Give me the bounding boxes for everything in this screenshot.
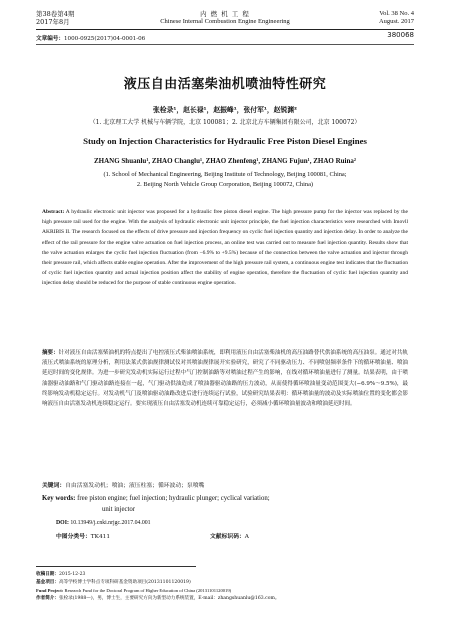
- issue-volume: 第38卷第4期: [36, 10, 75, 18]
- volume-info-en: [379, 10, 414, 26]
- author-bio-label: 作者简介：: [36, 596, 59, 601]
- journal-name-zh: 内 燃 机 工 程: [200, 10, 250, 18]
- document-code: [210, 531, 249, 540]
- footnotes: [36, 571, 414, 603]
- title-zh: 液压自由活塞柴油机喷油特性研究: [123, 77, 327, 92]
- keywords-zh: [42, 480, 408, 489]
- article-number: [36, 34, 145, 42]
- keywords-zh-text: 自由活塞发动机；喷油；液压柱塞；循环波动；泵喷嘴: [65, 483, 205, 489]
- abstract-zh-text: 针对液压自由活塞柴油机的特点提出了电控液压式柴油喷油系统，即利用液压自由活塞柴油机的高压油路替代供油系统的高压油泵。通过对共轨液压式喷油系统的原理分析，利用法莱式供油规律测试仪对其喷油规律展开实验研究，研究了不同驱动压力、不同喷射频率条件下的循环喷油量、喷油延迟时间的变化规律。为进一步研究发动机实际运行过程中气门控制油路等对喷油过程产生的影响，在线对循环喷油量进行了测量。结果表明，由于喷油器驱动油路和气门驱动油路连接在一起，气门驱动供油造成了喷油器驱动油路的压力波动，从而使得循环喷油量变动范围变大(−6.9%～9.5%)，最终影响发动机稳定运行。对发动机气门及喷油驱动油路改进后进行连续运行试验，试验研究结果表明：循环喷油量的波动及实际喷油位置的变化都会影响液压自由活塞发动机连续稳定运行。要实现液压自由活塞发动机连续可靠稳定运行，必须减小循环喷油量波动和喷油延迟时间。: [42, 350, 408, 408]
- author-bio: [36, 595, 414, 603]
- header-rule: [36, 29, 414, 30]
- document-code-value: A: [244, 534, 249, 540]
- header-subrule: [36, 44, 414, 45]
- abstract-en-text: A hydraulic electronic unit injector was proposed for a hydraulic free piston diesel engine. The high pressure pump for the injector was replaced by the high pressure rail used for the engine. With the analysis of hydraulic electronic unit injector principle, the fuel injection characteristics were researched with Imovll AKRIBIS II. The research focused on the effects of drive pressure and injection frequency on cyclic fuel injection quantity and injection delay. In order to analyze the effect of the rail pressure for the engine valve actuation on fuel injection process, an online test was carried out to measure fuel injection quantity. Results show that the valve actuation enlarges the cyclic fuel injection fluctuation (from −6.9% to +9.5%) because of the connection between the valve actuation and injector through their pressure rail, which affects stable engine operation. After the improvement of the high pressure rail system, a continuous engine test indicates that the fluctuation of cyclic fuel injection quantity and actual injection position affect the stability of engine operation, therefore the fluctuation of cyclic fuel injection quantity and injection delay should be reduced for the purpose of stable continuous engine operation.: [42, 209, 408, 287]
- received-label: 收稿日期：: [36, 572, 59, 577]
- keywords-en: [42, 494, 408, 515]
- received-value: 2015-12-23: [58, 572, 86, 577]
- fund-en-text: Research Fund for the Doctoral Program of Higher Education of China (20131101120019): [63, 588, 232, 593]
- abstract-zh: [42, 348, 408, 409]
- keywords-en-continued: unit injector: [102, 505, 136, 513]
- fund-zh-label: 基金项目：: [36, 580, 59, 585]
- keywords-zh-label: 关键词：: [42, 483, 66, 489]
- footnote-rule: [36, 566, 196, 567]
- abstract-en-label: Abstract:: [42, 209, 65, 215]
- affiliations-zh: （1. 北京理工大学 机械与车辆学院，北京 100081；2. 北京北方车辆集团有限公司，北京 100072）: [89, 119, 361, 126]
- classification: [56, 531, 110, 540]
- fund-en-label: Fund Project:: [36, 588, 64, 593]
- authors-zh: 张栓录¹，赵长禄¹，赵振峰¹，张付军¹，赵锐渊²: [152, 106, 298, 114]
- author-bio-text: 张栓录(1988—)，男，博士生，主要研究方向为新型动力系统装置，E-mail：zhangshuanlu@163.com。: [58, 596, 280, 601]
- volume-date-en: August. 2017: [378, 18, 414, 25]
- volume-number-en: Vol. 38 No. 4: [379, 10, 414, 17]
- journal-name: [36, 10, 414, 26]
- affiliation-en-2: 2. Beijing North Vehicle Group Corporation, Beijing 100072, China): [136, 181, 314, 188]
- classification-label: 中图分类号：: [56, 534, 91, 540]
- fund-en: [36, 587, 414, 595]
- keywords-en-label: Key words:: [42, 495, 76, 502]
- journal-name-en: Chinese Internal Combustion Engine Engineering: [160, 18, 290, 25]
- article-number-value: 1000-0925(2017)04-0001-06: [63, 36, 146, 42]
- fund-zh-text: 高等学校博士学科点专项科研基金资助项目(20131101120019): [58, 580, 191, 585]
- title-en: Study on Injection Characteristics for Hydraulic Free Piston Diesel Engines: [83, 136, 367, 146]
- affiliations-en: [60, 170, 390, 190]
- keywords-en-text: free piston engine; fuel injection; hydraulic plunger; cyclical variation;: [75, 495, 270, 502]
- affiliation-en-1: (1. School of Mechanical Engineering, Beijing Institute of Technology, Beijing 100081, China;: [103, 171, 347, 178]
- received-date: [36, 571, 414, 579]
- article-number-label: 文章编号：: [36, 36, 64, 42]
- document-code-label: 文献标识码：: [210, 534, 245, 540]
- issue-date: 2017年8月: [36, 18, 70, 26]
- doi-label: DOI:: [56, 520, 69, 526]
- authors-en: ZHANG Shuanlu¹, ZHAO Changlu¹, ZHAO Zhenfeng¹, ZHANG Fujun¹, ZHAO Ruina²: [94, 157, 356, 165]
- classification-value: TK411: [90, 534, 111, 540]
- doi-value: 10.13949/j.cnki.nrjgc.2017.04.001: [68, 520, 151, 526]
- doi: [56, 520, 151, 526]
- fund-zh: [36, 579, 414, 587]
- abstract-zh-label: 摘要：: [42, 350, 59, 356]
- abstract-en: [42, 207, 408, 289]
- article-code: 380068: [387, 31, 414, 39]
